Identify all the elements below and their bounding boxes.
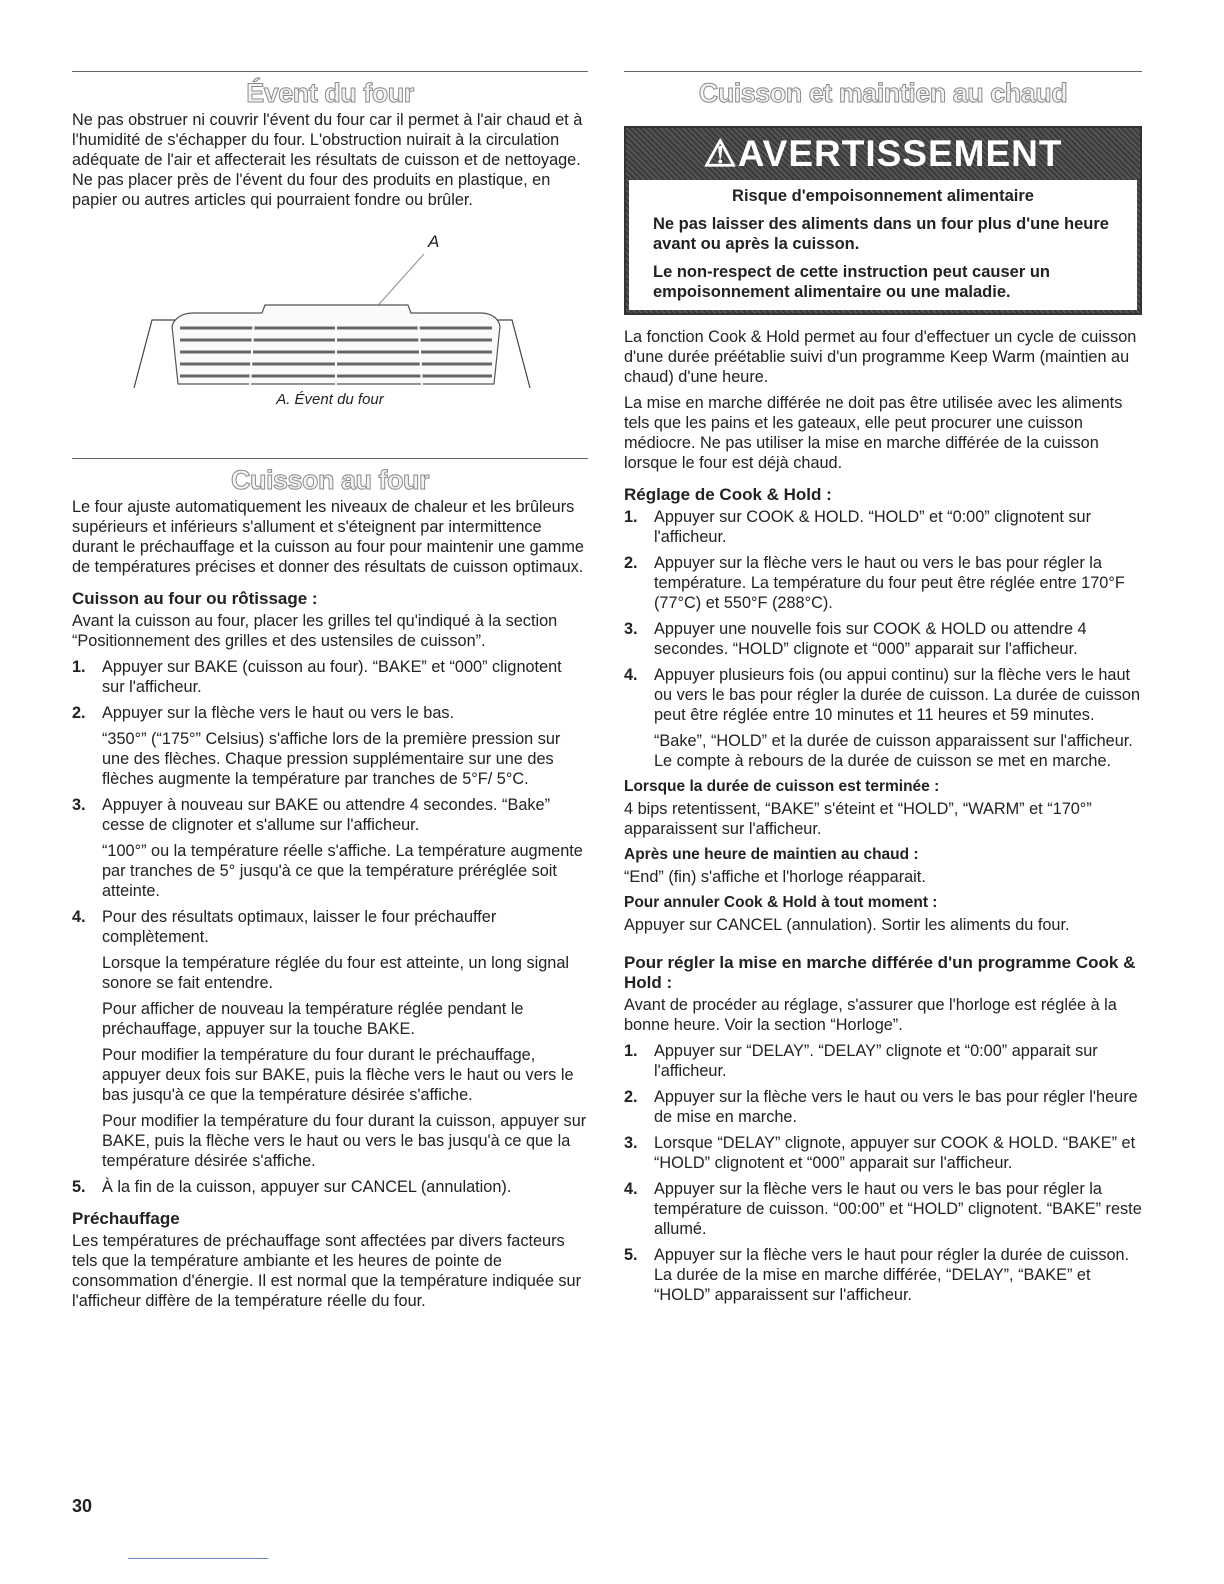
step-text: Appuyer sur BAKE (cuisson au four). “BAKE” et “000” clignotent sur l'afficheur. bbox=[102, 658, 562, 696]
subheading-after: Après une heure de maintien au chaud : bbox=[624, 846, 919, 863]
section-title-event: Évent du four bbox=[246, 78, 414, 108]
step-text: Lorsque “DELAY” clignote, appuyer sur COOK & HOLD. “BAKE” et “HOLD” clignotent et “000” apparait sur l'afficheur. bbox=[654, 1134, 1136, 1172]
reglage-steps bbox=[624, 507, 1142, 771]
step-item bbox=[72, 1177, 588, 1197]
footer-line bbox=[128, 1558, 268, 1559]
step-number: 4. bbox=[72, 908, 86, 926]
delay-steps bbox=[624, 1041, 1142, 1305]
cuisson-body: Le four ajuste automatiquement les niveaux de chaleur et les brûleurs supérieurs et inférieurs s'allument et s'éteignent par intermittence durant le préchauffage et la cuisson au four pour maintenir une gamme de températures précises et donner des résultats de cuisson optimaux. bbox=[72, 498, 584, 576]
preheat-body: Les températures de préchauffage sont affectées par divers facteurs tels que la température ambiante et les heures de pointe de consommation d'énergie. Il est normal que la température indiquée sur l'afficheur diffère de la température réelle du four. bbox=[72, 1232, 582, 1310]
step-number: 4. bbox=[624, 666, 638, 684]
step-text: “100°” ou la température réelle s'affiche. La température augmente par tranches de 5° jusqu'à ce que la température préréglée soit atteinte. bbox=[102, 842, 583, 900]
step-number: 5. bbox=[624, 1246, 638, 1264]
step-number: 1. bbox=[72, 658, 86, 676]
step-text: À la fin de la cuisson, appuyer sur CANCEL (annulation). bbox=[102, 1178, 512, 1196]
subheading-preheat: Préchauffage bbox=[72, 1209, 180, 1228]
section-divider bbox=[72, 458, 588, 459]
subheading-done: Lorsque la durée de cuisson est terminée : bbox=[624, 778, 940, 795]
step-item bbox=[624, 553, 1142, 613]
step-text: Appuyer sur “DELAY”. “DELAY” clignote et “0:00” apparait sur l'afficheur. bbox=[654, 1042, 1098, 1080]
step-text: Appuyer une nouvelle fois sur COOK & HOLD ou attendre 4 secondes. “HOLD” clignote et “000” apparait sur l'afficheur. bbox=[654, 620, 1087, 658]
step-text: Appuyer sur la flèche vers le haut ou vers le bas. bbox=[102, 704, 455, 722]
step-text: “Bake”, “HOLD” et la durée de cuisson apparaissent sur l'afficheur. Le compte à rebours de la durée de cuisson se met en marche. bbox=[654, 732, 1133, 770]
right-column bbox=[624, 71, 1142, 1311]
left-column bbox=[72, 71, 588, 1317]
step-item bbox=[624, 1179, 1142, 1239]
warning-heading: AVERTISSEMENT bbox=[737, 133, 1063, 174]
bake-intro: Avant la cuisson au four, placer les grilles tel qu'indiqué à la section “Positionnement des grilles et des ustensiles de cuisson”. bbox=[72, 612, 558, 650]
step-item bbox=[624, 1245, 1142, 1305]
step-text: Pour modifier la température du four durant la cuisson, appuyer sur BAKE, puis la flèche vers le haut ou vers le bas jusqu'à ce que la température désirée s'affiche. bbox=[102, 1112, 587, 1170]
step-text: Appuyer sur la flèche vers le haut ou vers le bas pour régler l'heure de mise en marche. bbox=[654, 1088, 1138, 1126]
step-text: Lorsque la température réglée du four est atteinte, un long signal sonore se fait entendre. bbox=[102, 954, 570, 992]
step-item bbox=[624, 1041, 1142, 1081]
subheading-reglage: Réglage de Cook & Hold : bbox=[624, 485, 832, 504]
subheading-delay: Pour régler la mise en marche différée d'un programme Cook & Hold : bbox=[624, 953, 1136, 992]
warning-risk: Risque d'empoisonnement alimentaire bbox=[732, 187, 1034, 205]
section-title-cuisson: Cuisson au four bbox=[230, 465, 429, 495]
section-divider bbox=[72, 71, 588, 72]
delay-note: La mise en marche différée ne doit pas être utilisée avec les aliments tels que les pains et les gateaux, elle peut procurer une cuisson médiocre. Ne pas utiliser la mise en marche différée de la cuisson lorsque le four est déjà chaud. bbox=[624, 394, 1123, 472]
step-number: 2. bbox=[624, 554, 638, 572]
step-item bbox=[72, 907, 588, 1171]
warning-body bbox=[629, 180, 1137, 310]
step-text: Pour modifier la température du four durant le préchauffage, appuyer deux fois sur BAKE, puis la flèche vers le haut ou vers le bas jusqu'à ce que la température désirée s'affiche. bbox=[102, 1046, 574, 1104]
after-body: “End” (fin) s'affiche et l'horloge réapparait. bbox=[624, 868, 926, 886]
section-title-cook-hold: Cuisson et maintien au chaud bbox=[698, 78, 1068, 108]
warning-triangle-icon: ⚠ bbox=[703, 133, 738, 174]
step-number: 1. bbox=[624, 1042, 638, 1060]
cancel-body: Appuyer sur CANCEL (annulation). Sortir les aliments du four. bbox=[624, 916, 1070, 934]
warning-line-1: Ne pas laisser des aliments dans un four plus d'une heure avant ou après la cuisson. bbox=[653, 215, 1109, 253]
oven-vent-illustration bbox=[72, 216, 588, 416]
step-text: Appuyer sur la flèche vers le haut ou vers le bas pour régler la température de cuisson. “00:00” et “HOLD” clignotent. “BAKE” reste allumé. bbox=[654, 1180, 1142, 1238]
subheading-bake-roast: Cuisson au four ou rôtissage : bbox=[72, 589, 318, 608]
step-text: Appuyer plusieurs fois (ou appui continu) sur la flèche vers le haut ou vers le bas pour régler la durée de cuisson. La durée de cuisson peut être réglée entre 10 minutes et 11 heures et 59 minutes. bbox=[654, 666, 1141, 724]
warning-header bbox=[626, 128, 1140, 180]
step-item bbox=[72, 703, 588, 789]
figure-caption: A. Évent du four bbox=[276, 391, 384, 408]
step-text: Appuyer sur la flèche vers le haut ou vers le bas pour régler la température. La température du four peut être réglée entre 170°F (77°C) et 550°F (288°C). bbox=[654, 554, 1125, 612]
cook-hold-intro: La fonction Cook & Hold permet au four d'effectuer un cycle de cuisson d'une durée préétablie suivi d'un programme Keep Warm (maintien au chaud) d'une heure. bbox=[624, 328, 1137, 386]
step-text: Appuyer à nouveau sur BAKE ou attendre 4 secondes. “Bake” cesse de clignoter et s'allume sur l'afficheur. bbox=[102, 796, 551, 834]
step-number: 2. bbox=[72, 704, 86, 722]
step-item bbox=[624, 507, 1142, 547]
step-text: Pour des résultats optimaux, laisser le four préchauffer complètement. bbox=[102, 908, 497, 946]
done-body: 4 bips retentissent, “BAKE” s'éteint et “HOLD”, “WARM” et “170°” apparaissent sur l'afficheur. bbox=[624, 800, 1092, 838]
bake-steps bbox=[72, 657, 588, 1197]
step-text: Appuyer sur COOK & HOLD. “HOLD” et “0:00” clignotent sur l'afficheur. bbox=[654, 508, 1092, 546]
subheading-cancel: Pour annuler Cook & Hold à tout moment : bbox=[624, 894, 938, 911]
step-item bbox=[72, 795, 588, 901]
warning-line-2: Le non-respect de cette instruction peut causer un empoisonnement alimentaire ou une maladie. bbox=[653, 263, 1050, 301]
step-number: 3. bbox=[624, 620, 638, 638]
step-number: 1. bbox=[624, 508, 638, 526]
delay-intro: Avant de procéder au réglage, s'assurer que l'horloge est réglée à la bonne heure. Voir la section “Horloge”. bbox=[624, 996, 1117, 1034]
figure-label: A bbox=[428, 232, 440, 251]
step-number: 2. bbox=[624, 1088, 638, 1106]
step-text: “350°” (“175°” Celsius) s'affiche lors de la première pression sur une des flèches. Chaque pression supplémentaire sur une des flèches augmente la température par tranches de 5°F/ 5°C. bbox=[102, 730, 561, 788]
step-number: 5. bbox=[72, 1178, 86, 1196]
step-number: 3. bbox=[624, 1134, 638, 1152]
step-text: Pour afficher de nouveau la température réglée pendant le préchauffage, appuyer sur la touche BAKE. bbox=[102, 1000, 524, 1038]
step-number: 4. bbox=[624, 1180, 638, 1198]
page-number: 30 bbox=[72, 1496, 93, 1516]
step-item bbox=[624, 1133, 1142, 1173]
warning-box bbox=[624, 126, 1142, 315]
step-item bbox=[624, 619, 1142, 659]
step-item bbox=[72, 657, 588, 697]
step-text: Appuyer sur la flèche vers le haut pour régler la durée de cuisson. La durée de la mise en marche différée, “DELAY”, “BAKE” et “HOLD” apparaissent sur l'afficheur. bbox=[654, 1246, 1130, 1304]
step-item bbox=[624, 665, 1142, 771]
step-item bbox=[624, 1087, 1142, 1127]
event-body: Ne pas obstruer ni couvrir l'évent du four car il permet à l'air chaud et à l'humidité de s'échapper du four. L'obstruction nuirait à la circulation adéquate de l'air et affecterait les résultats de cuisson et de nettoyage. Ne pas placer près de l'évent du four des produits en plastique, en papier ou autres articles qui pourraient fondre ou brûler. bbox=[72, 111, 583, 209]
oven-vent-figure bbox=[72, 216, 588, 446]
section-divider bbox=[624, 71, 1142, 72]
step-number: 3. bbox=[72, 796, 86, 814]
